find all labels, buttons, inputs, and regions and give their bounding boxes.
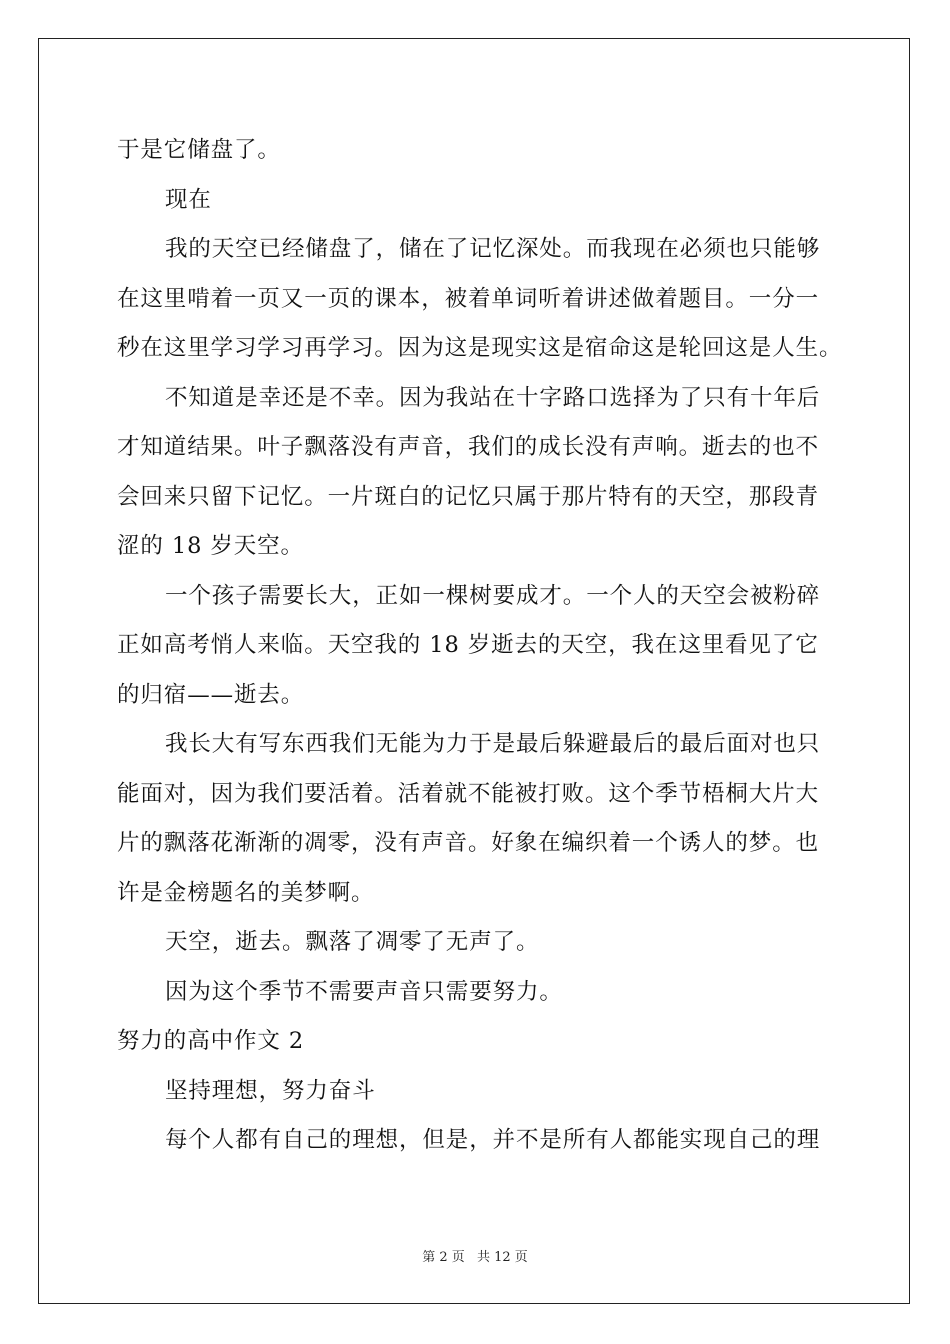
text-line: 一个孩子需要长大，正如一棵树要成才。一个人的天空会被粉碎 — [165, 582, 821, 609]
text-line: 的归宿——逝去。 — [117, 681, 305, 708]
page-footer — [0, 1246, 950, 1265]
text-line: 每个人都有自己的理想，但是，并不是所有人都能实现自己的理 — [165, 1127, 821, 1153]
text-line: 现在 — [165, 186, 212, 213]
text-line: 不知道是幸还是不幸。因为我站在十字路口选择为了只有十年后 — [165, 384, 821, 411]
text-line: 在这里啃着一页又一页的课本，被着单词听着讲述做着题目。一分一 — [117, 285, 820, 312]
page-number: 第 2 页 — [422, 1250, 465, 1265]
text-line: 天空，逝去。飘落了凋零了无声了。 — [165, 929, 540, 955]
text-line: 涩的 18 岁天空。 — [117, 533, 304, 559]
text-line: 才知道结果。叶子飘落没有声音，我们的成长没有声响。逝去的也不 — [117, 434, 820, 460]
text-line: 能面对，因为我们要活着。活着就不能被打败。这个季节梧桐大片大 — [117, 780, 820, 807]
text-line: 会回来只留下记忆。一片斑白的记忆只属于那片特有的天空，那段青 — [117, 483, 820, 510]
document-body — [117, 126, 843, 1166]
essay-heading: 努力的高中作文 2 — [117, 1028, 305, 1054]
text-line: 正如高考悄人来临。天空我的 18 岁逝去的天空，我在这里看见了它 — [117, 632, 819, 658]
text-line: 因为这个季节不需要声音只需要努力。 — [165, 978, 563, 1005]
text-line: 我长大有写东西我们无能为力于是最后躲避最后的最后面对也只 — [165, 731, 821, 757]
total-pages: 共 12 页 — [476, 1250, 528, 1265]
text-line: 许是金榜题名的美梦啊。 — [117, 879, 375, 906]
essay-subtitle: 坚持理想，努力奋斗 — [165, 1077, 376, 1104]
text-line: 于是它储盘了。 — [117, 137, 281, 163]
text-line: 我的天空已经储盘了，储在了记忆深处。而我现在必须也只能够 — [165, 236, 821, 262]
text-line: 片的飘落花渐渐的凋零，没有声音。好象在编织着一个诱人的梦。也 — [117, 830, 820, 856]
text-line: 秒在这里学习学习再学习。因为这是现实这是宿命这是轮回这是人生。 — [117, 335, 843, 361]
